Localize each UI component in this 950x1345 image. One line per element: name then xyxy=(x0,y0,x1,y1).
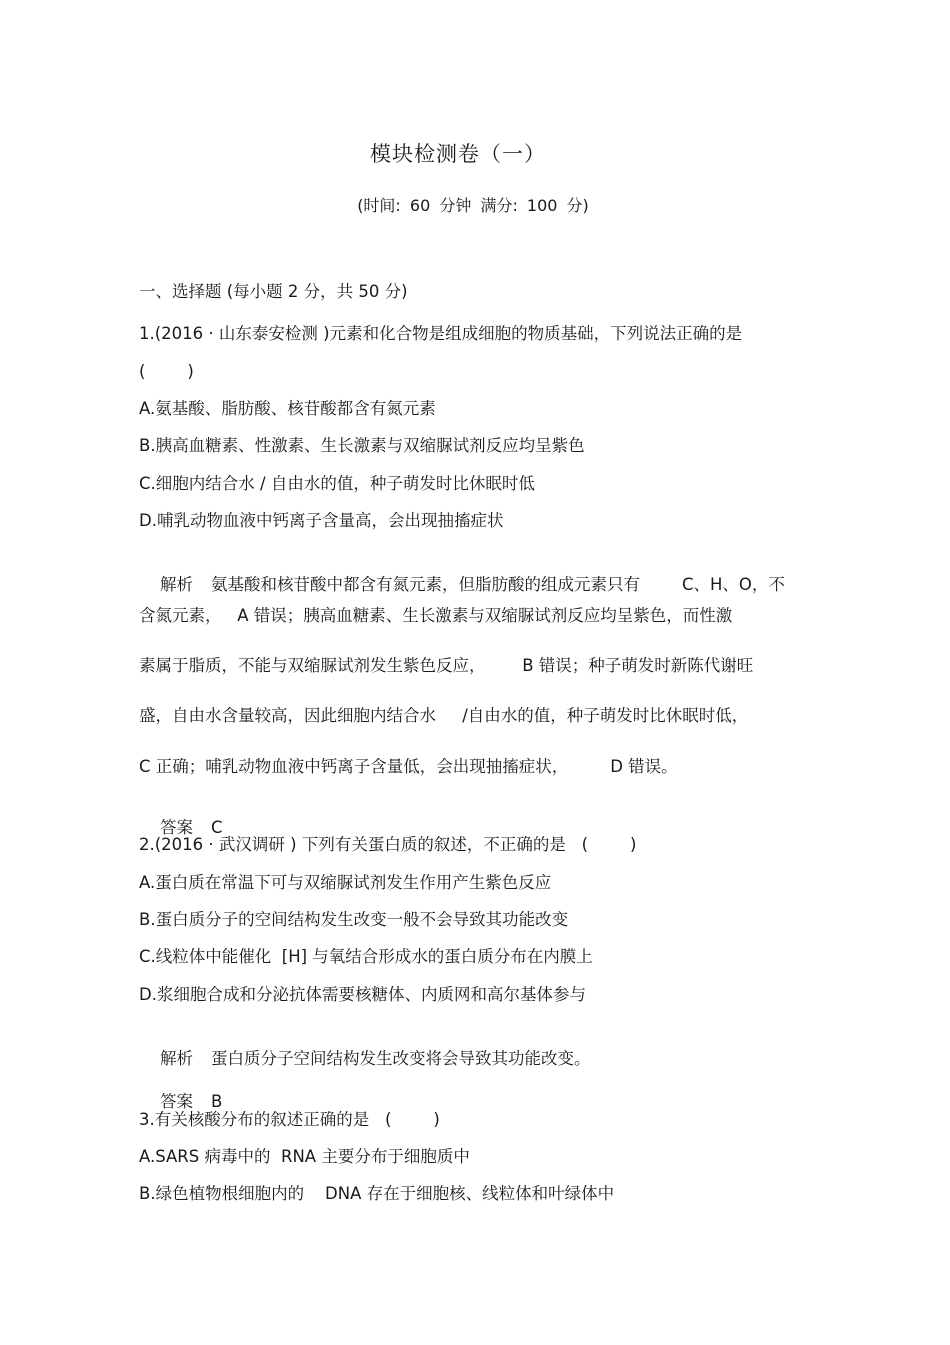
q3-stem: 3.有关核酸分布的叙述正确的是 ( ) xyxy=(139,1110,440,1129)
q1-answer-label: 答案 xyxy=(159,818,193,837)
q1-analysis-line-2: 含氮元素， A 错误；胰高血糖素、生长激素与双缩脲试剂反应均呈紫色，而性激 xyxy=(139,606,733,625)
q1-analysis-label: 解析 xyxy=(159,575,193,594)
q1-option-d: D.哺乳动物血液中钙离子含量高，会出现抽搐症状 xyxy=(139,511,504,530)
q1-answer-value: C xyxy=(210,818,223,837)
q1-analysis-line-3: 素属于脂质，不能与双缩脲试剂发生紫色反应， B 错误；种子萌发时新陈代谢旺 xyxy=(139,656,754,675)
q1-stem: 1.(2016 · 山东泰安检测 )元素和化合物是组成细胞的物质基础，下列说法正确的是 xyxy=(139,324,743,343)
q2-option-c: C.线粒体中能催化 [H] 与氧结合形成水的蛋白质分布在内膜上 xyxy=(139,947,593,966)
exam-time-score: (时间: 60 分钟 满分: 100 分) xyxy=(357,196,589,215)
q1-answer-paren: ( ) xyxy=(139,362,194,381)
q2-option-d: D.浆细胞合成和分泌抗体需要核糖体、内质网和高尔基体参与 xyxy=(139,985,586,1004)
q2-answer-label: 答案 xyxy=(159,1092,193,1111)
q3-option-a: A.SARS 病毒中的 RNA 主要分布于细胞质中 xyxy=(139,1147,470,1166)
q1-analysis-line-4: 盛，自由水含量较高，因此细胞内结合水 /自由水的值，种子萌发时比休眠时低， xyxy=(139,706,749,725)
q2-option-a: A.蛋白质在常温下可与双缩脲试剂发生作用产生紫色反应 xyxy=(139,873,552,892)
section-heading: 一、选择题 (每小题 2 分，共 50 分) xyxy=(139,282,408,301)
q1-option-a: A.氨基酸、脂肪酸、核苷酸都含有氮元素 xyxy=(139,399,436,418)
q2-answer-value: B xyxy=(210,1092,223,1111)
q3-option-b: B.绿色植物根细胞内的 DNA 存在于细胞核、线粒体和叶绿体中 xyxy=(139,1184,615,1203)
q1-option-c: C.细胞内结合水 / 自由水的值，种子萌发时比休眠时低 xyxy=(139,474,535,493)
q1-option-b: B.胰高血糖素、性激素、生长激素与双缩脲试剂反应均呈紫色 xyxy=(139,436,585,455)
q2-analysis-text: 蛋白质分子空间结构发生改变将会导致其功能改变。 xyxy=(210,1049,591,1068)
q1-analysis-line-5: C 正确；哺乳动物血液中钙离子含量低，会出现抽搐症状， D 错误。 xyxy=(139,757,678,776)
q2-option-b: B.蛋白质分子的空间结构发生改变一般不会导致其功能改变 xyxy=(139,910,569,929)
q2-stem: 2.(2016 · 武汉调研 ) 下列有关蛋白质的叙述，不正确的是 ( ) xyxy=(139,835,637,854)
q1-analysis-text-1: 氨基酸和核苷酸中都含有氮元素，但脂肪酸的组成元素只有 C、H、O，不 xyxy=(210,575,785,594)
page-title: 模块检测卷（一） xyxy=(370,142,546,166)
q2-analysis-label: 解析 xyxy=(159,1049,193,1068)
